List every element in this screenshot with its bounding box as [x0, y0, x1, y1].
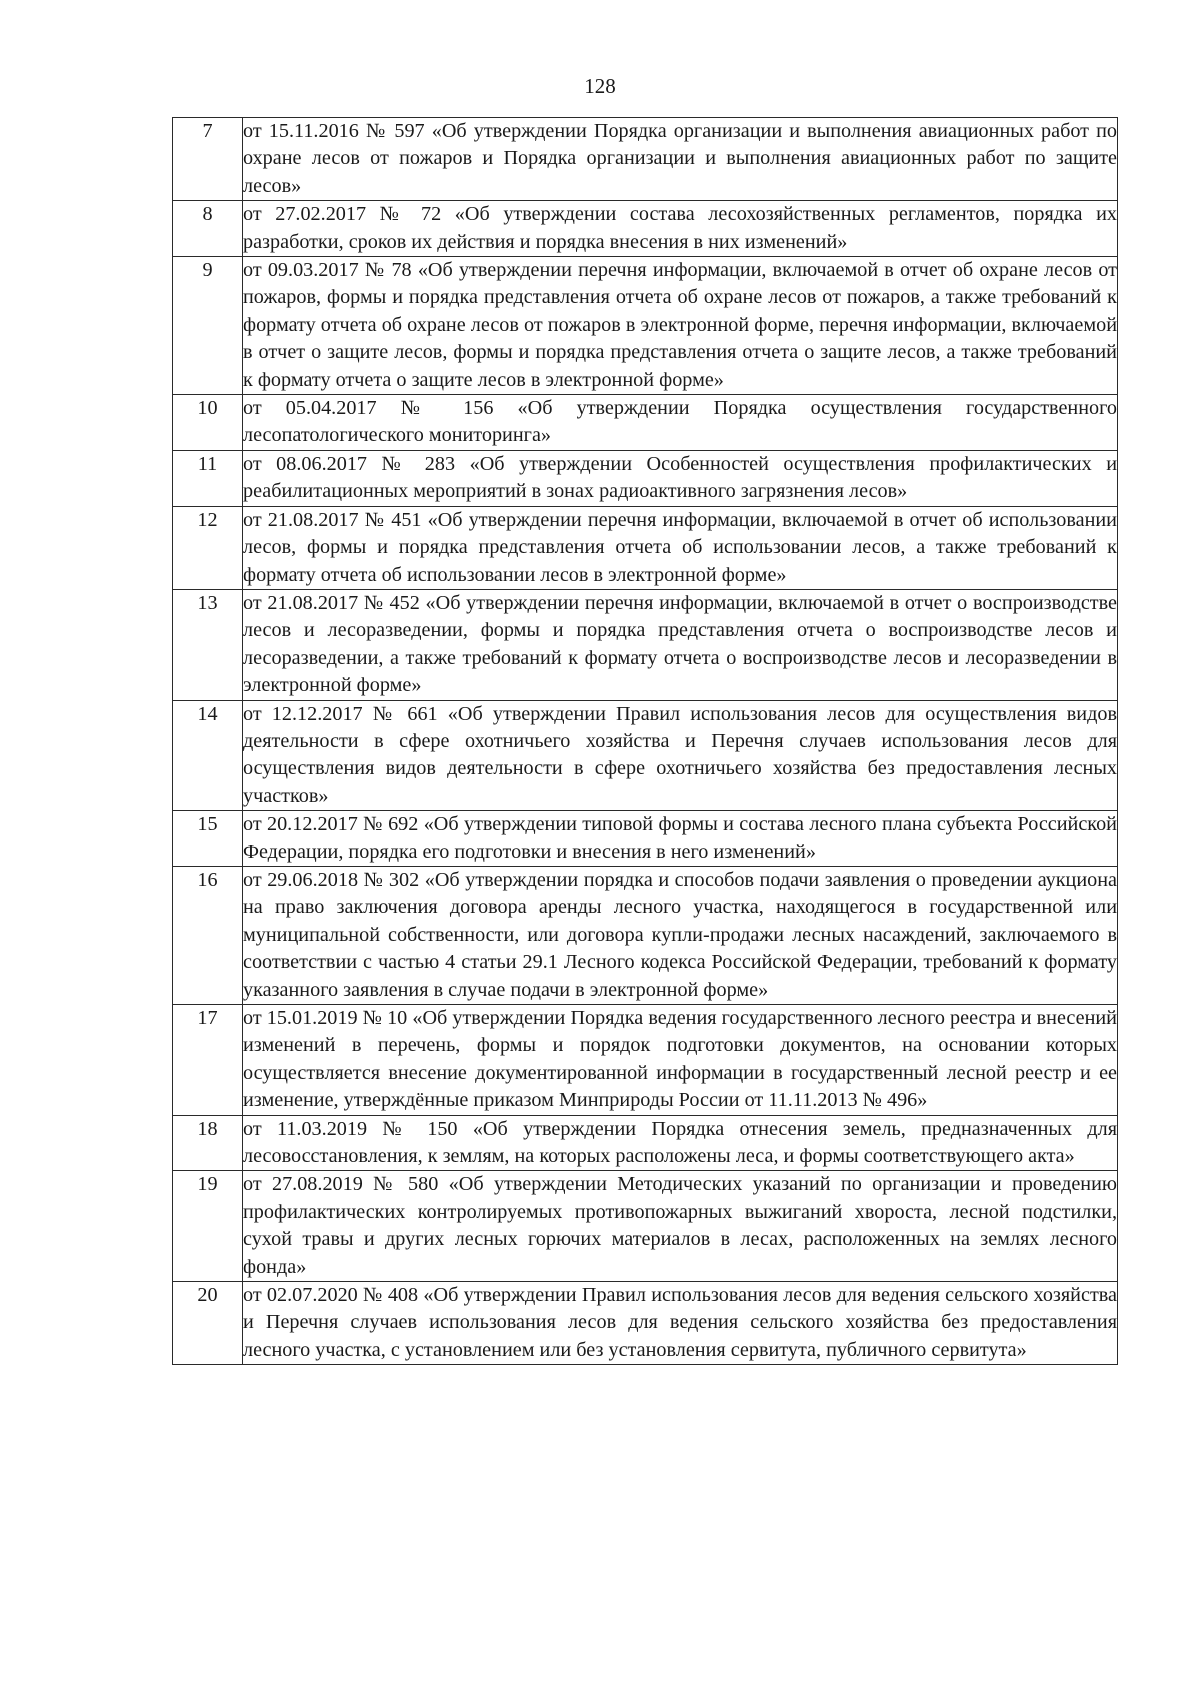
table-row	[173, 700, 1118, 811]
table-row	[173, 811, 1118, 867]
regulations-table	[172, 117, 1118, 1365]
row-text: от 29.06.2018 № 302 «Об утверждении порядка и способов подачи заявления о проведении аукциона на право заключения договора аренды лесного участка, находящегося в государственной или муниципальной собственности, или договора купли-продажи лесных насаждений, заключаемого в соответствии с частью 4 статьи 29.1 Лесного кодекса Российской Федерации, требований к формату указанного заявления в случае подачи в электронной форме»	[243, 866, 1118, 1004]
row-text: от 21.08.2017 № 452 «Об утверждении перечня информации, включаемой в отчет о воспроизводстве лесов и лесоразведении, формы и порядка представления отчета о воспроизводстве лесов и лесоразведении, а также требований к формату отчета о воспроизводстве лесов и лесоразведении в электронной форме»	[243, 589, 1118, 700]
row-text: от 09.03.2017 № 78 «Об утверждении перечня информации, включаемой в отчет об охране лесов от пожаров, формы и порядка представления отчета об охране лесов от пожаров, а также требований к формату отчета об охране лесов от пожаров в электронной форме, перечня информации, включаемой в отчет о защите лесов, формы и порядка представления отчета о защите лесов, а также требований к формату отчета о защите лесов в электронной форме»	[243, 257, 1118, 395]
page-number: 128	[584, 74, 616, 98]
row-number: 11	[173, 450, 243, 506]
row-number: 10	[173, 395, 243, 451]
row-text: от 15.11.2016 № 597 «Об утверждении Порядка организации и выполнения авиационных работ по охране лесов от пожаров и Порядка организации и выполнения авиационных работ по защите лесов»	[243, 118, 1118, 201]
row-text: от 11.03.2019 № 150 «Об утверждении Порядка отнесения земель, предназначенных для лесовосстановления, к землям, на которых расположены леса, и формы соответствующего акта»	[243, 1115, 1118, 1171]
row-number: 9	[173, 257, 243, 395]
row-text: от 27.08.2019 № 580 «Об утверждении Методических указаний по организации и проведению профилактических контролируемых противопожарных выжиганий хвороста, лесной подстилки, сухой травы и других лесных горючих материалов в лесах, расположенных на землях лесного фонда»	[243, 1171, 1118, 1282]
row-text: от 05.04.2017 № 156 «Об утверждении Порядка осуществления государственного лесопатологического мониторинга»	[243, 395, 1118, 451]
row-number: 12	[173, 506, 243, 589]
row-text: от 15.01.2019 № 10 «Об утверждении Порядка ведения государственного лесного реестра и внесений изменений в перечень, формы и порядок подготовки документов, на основании которых осуществляется внесение документированной информации в государственный лесной реестр и ее изменение, утверждённые приказом Минприроды России от 11.11.2013 № 496»	[243, 1005, 1118, 1116]
row-number: 7	[173, 118, 243, 201]
table-row	[173, 257, 1118, 395]
row-number: 8	[173, 201, 243, 257]
row-text: от 20.12.2017 № 692 «Об утверждении типовой формы и состава лесного плана субъекта Российской Федерации, порядка его подготовки и внесения в него изменений»	[243, 811, 1118, 867]
row-number: 15	[173, 811, 243, 867]
table-row	[173, 589, 1118, 700]
row-number: 17	[173, 1005, 243, 1116]
table-row	[173, 506, 1118, 589]
table-row	[173, 1171, 1118, 1282]
row-text: от 08.06.2017 № 283 «Об утверждении Особенностей осуществления профилактических и реабилитационных мероприятий в зонах радиоактивного загрязнения лесов»	[243, 450, 1118, 506]
table-row	[173, 866, 1118, 1004]
table-row	[173, 450, 1118, 506]
table-row	[173, 201, 1118, 257]
table-row	[173, 395, 1118, 451]
row-text: от 21.08.2017 № 451 «Об утверждении перечня информации, включаемой в отчет об использовании лесов, формы и порядка представления отчета об использовании лесов, а также требований к формату отчета об использовании лесов в электронной форме»	[243, 506, 1118, 589]
row-text: от 27.02.2017 № 72 «Об утверждении состава лесохозяйственных регламентов, порядка их разработки, сроков их действия и порядка внесения в них изменений»	[243, 201, 1118, 257]
table-row	[173, 118, 1118, 201]
row-number: 16	[173, 866, 243, 1004]
row-number: 20	[173, 1282, 243, 1365]
row-text: от 12.12.2017 № 661 «Об утверждении Правил использования лесов для осуществления видов деятельности в сфере охотничьего хозяйства и Перечня случаев использования лесов для осуществления видов деятельности в сфере охотничьего хозяйства без предоставления лесных участков»	[243, 700, 1118, 811]
row-number: 14	[173, 700, 243, 811]
row-number: 19	[173, 1171, 243, 1282]
table-row	[173, 1005, 1118, 1116]
row-text: от 02.07.2020 № 408 «Об утверждении Правил использования лесов для ведения сельского хозяйства и Перечня случаев использования лесов для ведения сельского хозяйства без предоставления лесного участка, с установлением или без установления сервитута, публичного сервитута»	[243, 1282, 1118, 1365]
row-number: 18	[173, 1115, 243, 1171]
table-row	[173, 1115, 1118, 1171]
table-row	[173, 1282, 1118, 1365]
row-number: 13	[173, 589, 243, 700]
